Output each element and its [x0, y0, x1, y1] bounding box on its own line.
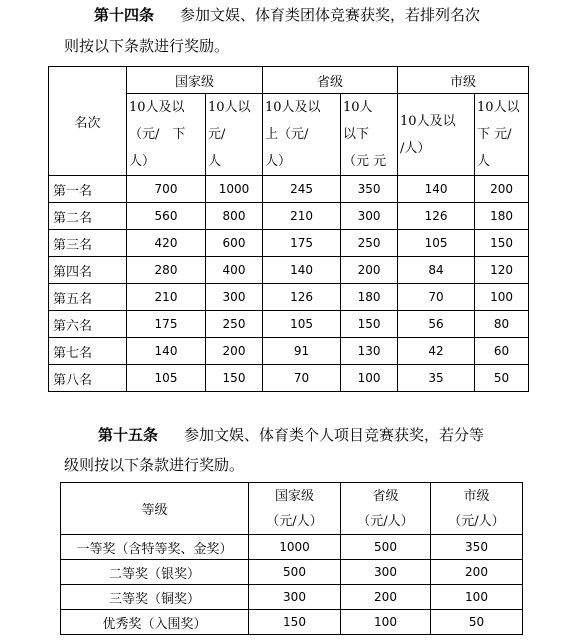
value-cell: 1000 — [249, 535, 341, 560]
value-cell: 105 — [127, 365, 206, 392]
value-cell: 105 — [398, 230, 475, 257]
value-cell: 91 — [263, 338, 341, 365]
table-row — [49, 203, 529, 230]
value-cell: 180 — [475, 203, 529, 230]
rank-cell: 第七名 — [49, 338, 127, 365]
sub-header-provincial-under-10: 10人 以下 （元 元 — [341, 94, 398, 176]
grade-cell: 二等奖（银奖） — [61, 560, 249, 585]
value-cell: 150 — [341, 311, 398, 338]
table-row — [49, 176, 529, 203]
value-cell: 84 — [398, 257, 475, 284]
value-cell: 200 — [475, 176, 529, 203]
value-cell: 300 — [206, 284, 263, 311]
value-cell: 56 — [398, 311, 475, 338]
value-cell: 126 — [263, 284, 341, 311]
value-cell: 500 — [341, 535, 431, 560]
value-cell: 250 — [341, 230, 398, 257]
rank-cell: 第五名 — [49, 284, 127, 311]
value-cell: 100 — [341, 610, 431, 635]
article-15-line-2-wrap — [64, 451, 244, 480]
value-cell: 400 — [206, 257, 263, 284]
article-14-line-1: 参加文娱、体育类团体竞赛获奖，若排列名次 — [180, 6, 481, 24]
value-cell: 140 — [263, 257, 341, 284]
value-cell: 50 — [431, 610, 523, 635]
value-cell: 175 — [127, 311, 206, 338]
sub-header-city-under-10: 10人以 下 元/ 人 — [475, 94, 529, 176]
value-cell: 70 — [398, 284, 475, 311]
value-cell: 42 — [398, 338, 475, 365]
rank-cell: 第三名 — [49, 230, 127, 257]
article-15-line-2: 级则按以下条款进行奖励。 — [64, 456, 245, 474]
sub-header-provincial-10-plus: 10人及以 上（元/ 人） — [263, 94, 341, 176]
value-cell: 70 — [263, 365, 341, 392]
article-15-text — [98, 421, 484, 450]
level-header-national: 国家级 （元/人） — [249, 483, 341, 535]
value-cell: 420 — [127, 230, 206, 257]
rank-cell: 第一名 — [49, 176, 127, 203]
value-cell: 300 — [341, 560, 431, 585]
value-cell: 180 — [341, 284, 398, 311]
value-cell: 200 — [341, 257, 398, 284]
table-row — [61, 560, 523, 585]
value-cell: 350 — [431, 535, 523, 560]
value-cell: 200 — [341, 585, 431, 610]
value-cell: 140 — [398, 176, 475, 203]
table-row — [61, 585, 523, 610]
value-cell: 210 — [127, 284, 206, 311]
value-cell: 100 — [475, 284, 529, 311]
value-cell: 700 — [127, 176, 206, 203]
grade-cell: 三等奖（铜奖） — [61, 585, 249, 610]
value-cell: 350 — [341, 176, 398, 203]
value-cell: 300 — [249, 585, 341, 610]
value-cell: 150 — [475, 230, 529, 257]
sub-header-national-10-plus: 10人及以 （元/ 下 人） — [127, 94, 206, 176]
value-cell: 1000 — [206, 176, 263, 203]
value-cell: 50 — [475, 365, 529, 392]
level-header-national: 国家级 — [127, 67, 263, 94]
rank-cell: 第四名 — [49, 257, 127, 284]
table-row — [49, 338, 529, 365]
team-award-rows — [49, 176, 529, 392]
table-row — [49, 230, 529, 257]
sub-header-national-under-10: 10人以 元/ 人 — [206, 94, 263, 176]
table-row — [49, 257, 529, 284]
level-header-provincial: 省级 — [263, 67, 398, 94]
grade-cell: 一等奖（含特等奖、金奖） — [61, 535, 249, 560]
value-cell: 126 — [398, 203, 475, 230]
value-cell: 560 — [127, 203, 206, 230]
article-14-number: 第十四条 — [94, 6, 155, 24]
value-cell: 120 — [475, 257, 529, 284]
sub-header-city-10-plus: 10人及以 /人） — [398, 94, 475, 176]
value-cell: 150 — [249, 610, 341, 635]
level-header-city: 市级 （元/人） — [431, 483, 523, 535]
value-cell: 105 — [263, 311, 341, 338]
value-cell: 140 — [127, 338, 206, 365]
value-cell: 35 — [398, 365, 475, 392]
grade-cell: 优秀奖（入围奖） — [61, 610, 249, 635]
value-cell: 245 — [263, 176, 341, 203]
value-cell: 300 — [341, 203, 398, 230]
article-14-text — [94, 1, 480, 30]
grade-header: 等级 — [61, 483, 249, 535]
value-cell: 80 — [475, 311, 529, 338]
value-cell: 175 — [263, 230, 341, 257]
article-15-number: 第十五条 — [98, 426, 159, 444]
value-cell: 250 — [206, 311, 263, 338]
individual-award-rows — [61, 535, 523, 635]
rank-cell: 第六名 — [49, 311, 127, 338]
value-cell: 600 — [206, 230, 263, 257]
value-cell: 100 — [341, 365, 398, 392]
individual-award-table — [60, 482, 523, 635]
table-row — [61, 535, 523, 560]
value-cell: 500 — [249, 560, 341, 585]
value-cell: 60 — [475, 338, 529, 365]
value-cell: 130 — [341, 338, 398, 365]
level-header-city: 市级 — [398, 67, 529, 94]
rank-cell: 第二名 — [49, 203, 127, 230]
level-header-provincial: 省级 （元/人） — [341, 483, 431, 535]
value-cell: 150 — [206, 365, 263, 392]
table-row — [49, 311, 529, 338]
rank-header: 名次 — [49, 67, 127, 176]
table-row — [49, 365, 529, 392]
value-cell: 200 — [431, 560, 523, 585]
article-14-line-2: 则按以下条款进行奖励。 — [64, 37, 230, 55]
table-row — [61, 610, 523, 635]
team-award-table — [48, 66, 529, 392]
value-cell: 210 — [263, 203, 341, 230]
article-14-line-2-wrap — [64, 32, 229, 61]
article-15-line-1: 参加文娱、体育类个人项目竞赛获奖，若分等 — [184, 426, 485, 444]
rank-cell: 第八名 — [49, 365, 127, 392]
value-cell: 100 — [431, 585, 523, 610]
value-cell: 800 — [206, 203, 263, 230]
value-cell: 200 — [206, 338, 263, 365]
value-cell: 280 — [127, 257, 206, 284]
table-row — [49, 284, 529, 311]
